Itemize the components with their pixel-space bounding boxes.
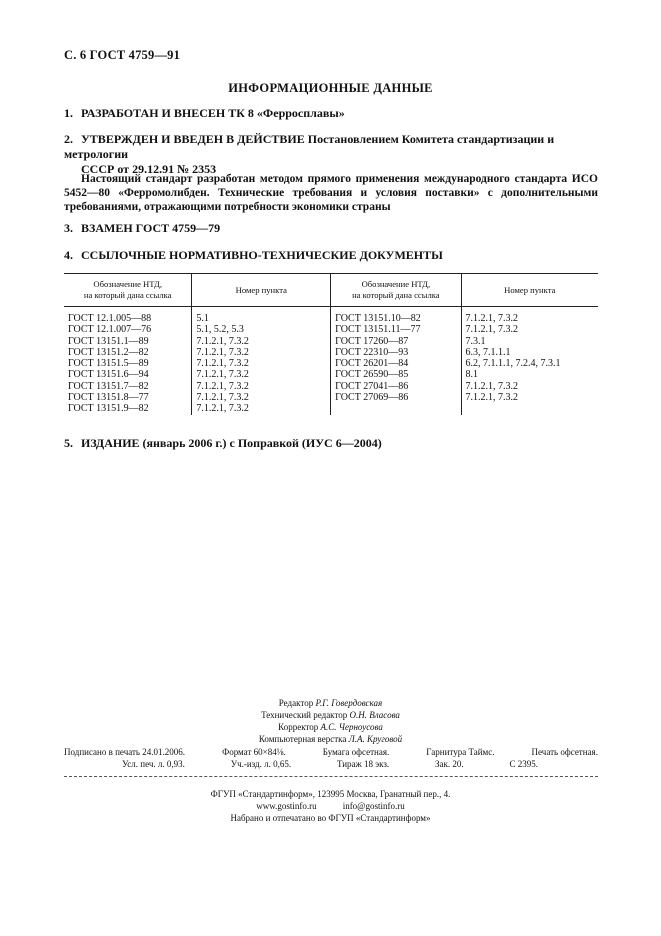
print-type: Печать офсетная.: [531, 747, 598, 757]
item-cell: 7.1.2.1, 7.3.2: [192, 403, 331, 414]
publishing-row-1: [64, 746, 598, 758]
section-2: [64, 132, 604, 177]
credit-corrector: [0, 721, 661, 733]
divider: [64, 776, 598, 777]
paragraph-line3: требованиями, отражающими потребности экономики страны: [64, 201, 391, 213]
doc-cell: [331, 403, 461, 414]
doc-cell: ГОСТ 13151.2—82: [68, 346, 149, 358]
paper-format: Формат 60×84⅛.: [222, 747, 286, 757]
publication-code: С 2395.: [509, 759, 538, 769]
table-row: [64, 392, 598, 403]
page-header: С. 6 ГОСТ 4759—91: [64, 48, 181, 62]
doc-cell: ГОСТ 27069—86: [331, 392, 461, 403]
item-cell: 7.1.2.1, 7.3.2: [461, 307, 598, 325]
printed-by: Набрано и отпечатано во ФГУП «Стандартинформ»: [230, 813, 431, 823]
section-text: РАЗРАБОТАН И ВНЕСЕН ТК 8 «Ферросплавы»: [81, 106, 345, 120]
doc-cell: ГОСТ 13151.7—82: [68, 380, 149, 392]
section-3: [64, 221, 220, 236]
section-text: ВЗАМЕН ГОСТ 4759—79: [81, 221, 221, 235]
item-cell: 7.3.1: [461, 336, 598, 347]
website-link[interactable]: www.gostinfo.ru: [256, 801, 317, 811]
typeface: Гарнитура Таймс.: [426, 747, 495, 757]
credit-tech-editor: [0, 709, 661, 721]
section-number: 3.: [64, 221, 73, 235]
item-cell: 7.1.2.1, 7.3.2: [192, 392, 331, 403]
section-number: 1.: [64, 106, 73, 120]
credit-name: Р.Г. Говердовская: [315, 698, 383, 708]
order-number: Зак. 20.: [435, 759, 464, 769]
email-link[interactable]: info@gostinfo.ru: [342, 801, 405, 811]
item-cell: 6.3, 7.1.1.1: [461, 347, 598, 358]
item-cell: 7.1.2.1, 7.3.2: [461, 392, 598, 403]
table-row: [64, 403, 598, 414]
item-cell: 7.1.2.1, 7.3.2: [192, 336, 331, 347]
credit-name: Л.А. Круговой: [348, 734, 403, 744]
item-cell: 7.1.2.1, 7.3.2: [192, 381, 331, 392]
page-title: ИНФОРМАЦИОННЫЕ ДАННЫЕ: [228, 81, 433, 95]
credit-role: Корректор: [278, 722, 319, 732]
item-cell: 7.1.2.1, 7.3.2: [461, 324, 598, 335]
print-run: Тираж 18 экз.: [336, 759, 390, 769]
doc-cell: ГОСТ 13151.8—77: [68, 392, 149, 404]
item-cell: 7.1.2.1, 7.3.2: [192, 347, 331, 358]
table-row: [64, 347, 598, 358]
paragraph-line2: 5452—80 «Ферромолибден. Технические требования и условия поставки» с дополнительными: [64, 187, 598, 199]
credit-role: Редактор: [278, 698, 314, 708]
item-cell: 5.1, 5.2, 5.3: [192, 324, 331, 335]
doc-cell: ГОСТ 13151.11—77: [331, 324, 461, 335]
section-text: ССЫЛОЧНЫЕ НОРМАТИВНО-ТЕХНИЧЕСКИЕ ДОКУМЕНТЫ: [81, 248, 443, 262]
item-cell: 5.1: [192, 307, 331, 325]
credit-editor: [0, 697, 661, 709]
credit-name: А.С. Черноусова: [320, 722, 383, 732]
doc-cell: ГОСТ 13151.5—89: [68, 358, 149, 370]
publishing-row-2: [64, 758, 598, 770]
section-5: [64, 436, 382, 451]
publishing-sheets: Уч.-изд. л. 0,65.: [230, 759, 292, 769]
print-sheets: Усл. печ. л. 0,93.: [122, 759, 185, 769]
doc-cell: ГОСТ 27041—86: [331, 381, 461, 392]
header-ntd-designation: [64, 274, 192, 307]
doc-cell: ГОСТ 17260—87: [331, 336, 461, 347]
table-row: [64, 369, 598, 380]
doc-cell: ГОСТ 13151.1—89: [68, 335, 149, 347]
header-ntd-line1: Обозначение НТД,: [361, 279, 431, 289]
table-row: [64, 381, 598, 392]
header-ntd-line2: на который дана ссылка: [352, 290, 440, 300]
header-ntd-designation: [331, 274, 461, 307]
publisher-address: ФГУП «Стандартинформ», 123995 Москва, Гранатный пер., 4.: [210, 789, 451, 799]
credit-layout: [0, 733, 661, 745]
section-number: 5.: [64, 436, 73, 450]
section-text: ИЗДАНИЕ (январь 2006 г.) с Поправкой (ИУС 6—2004): [81, 436, 382, 450]
item-cell: 7.1.2.1, 7.3.2: [192, 358, 331, 369]
credit-role: Компьютерная верстка: [258, 734, 347, 744]
header-ntd-line1: Обозначение НТД,: [93, 279, 162, 289]
section-text-line1: УТВЕРЖДЕН И ВВЕДЕН В ДЕЙСТВИЕ Постановлением Комитета стандартизации и метрологии: [64, 132, 555, 161]
section-4: [64, 248, 443, 263]
editorial-credits: [0, 697, 661, 745]
item-cell: 6.2, 7.1.1.1, 7.2.4, 7.3.1: [461, 358, 598, 369]
doc-cell: ГОСТ 22310—93: [331, 347, 461, 358]
item-cell: 8.1: [461, 369, 598, 380]
table-header-row: [64, 274, 598, 307]
doc-cell: ГОСТ 26590—85: [331, 369, 461, 380]
section-2-paragraph: [64, 172, 598, 214]
item-cell: [461, 403, 598, 414]
header-item-number: Номер пункта: [461, 274, 598, 307]
credit-name: О.Н. Власова: [349, 710, 400, 720]
item-cell: 7.1.2.1, 7.3.2: [192, 369, 331, 380]
table-row: [64, 324, 598, 335]
doc-cell: ГОСТ 26201—84: [331, 358, 461, 369]
doc-cell: ГОСТ 13151.10—82: [331, 307, 461, 325]
section-1: [64, 106, 345, 121]
table-row: [64, 358, 598, 369]
paper-type: Бумага офсетная.: [322, 747, 390, 757]
publisher-contacts: [0, 800, 661, 812]
item-cell: 7.1.2.1, 7.3.2: [461, 381, 598, 392]
publishing-info: [64, 746, 598, 770]
reference-documents-table: [64, 273, 598, 415]
doc-cell: ГОСТ 12.1.007—76: [68, 324, 152, 336]
doc-cell: ГОСТ 13151.9—82: [68, 403, 149, 415]
table-row: [64, 307, 598, 325]
credit-role: Технический редактор: [261, 710, 348, 720]
signed-date: Подписано в печать 24.01.2006.: [64, 747, 186, 757]
section-text-line2: СССР от 29.12.91 № 2353: [81, 162, 217, 176]
publisher-footer: [0, 788, 661, 824]
doc-cell: ГОСТ 13151.6—94: [68, 369, 149, 381]
paragraph-line1: Настоящий стандарт разработан методом прямого применения международного стандарта ИСО: [81, 173, 598, 185]
header-item-number: Номер пункта: [192, 274, 331, 307]
section-number: 4.: [64, 248, 73, 262]
section-number: 2.: [64, 132, 73, 146]
header-ntd-line2: на который дана ссылка: [83, 290, 172, 300]
doc-cell: ГОСТ 12.1.005—88: [68, 313, 152, 324]
table-row: [64, 336, 598, 347]
